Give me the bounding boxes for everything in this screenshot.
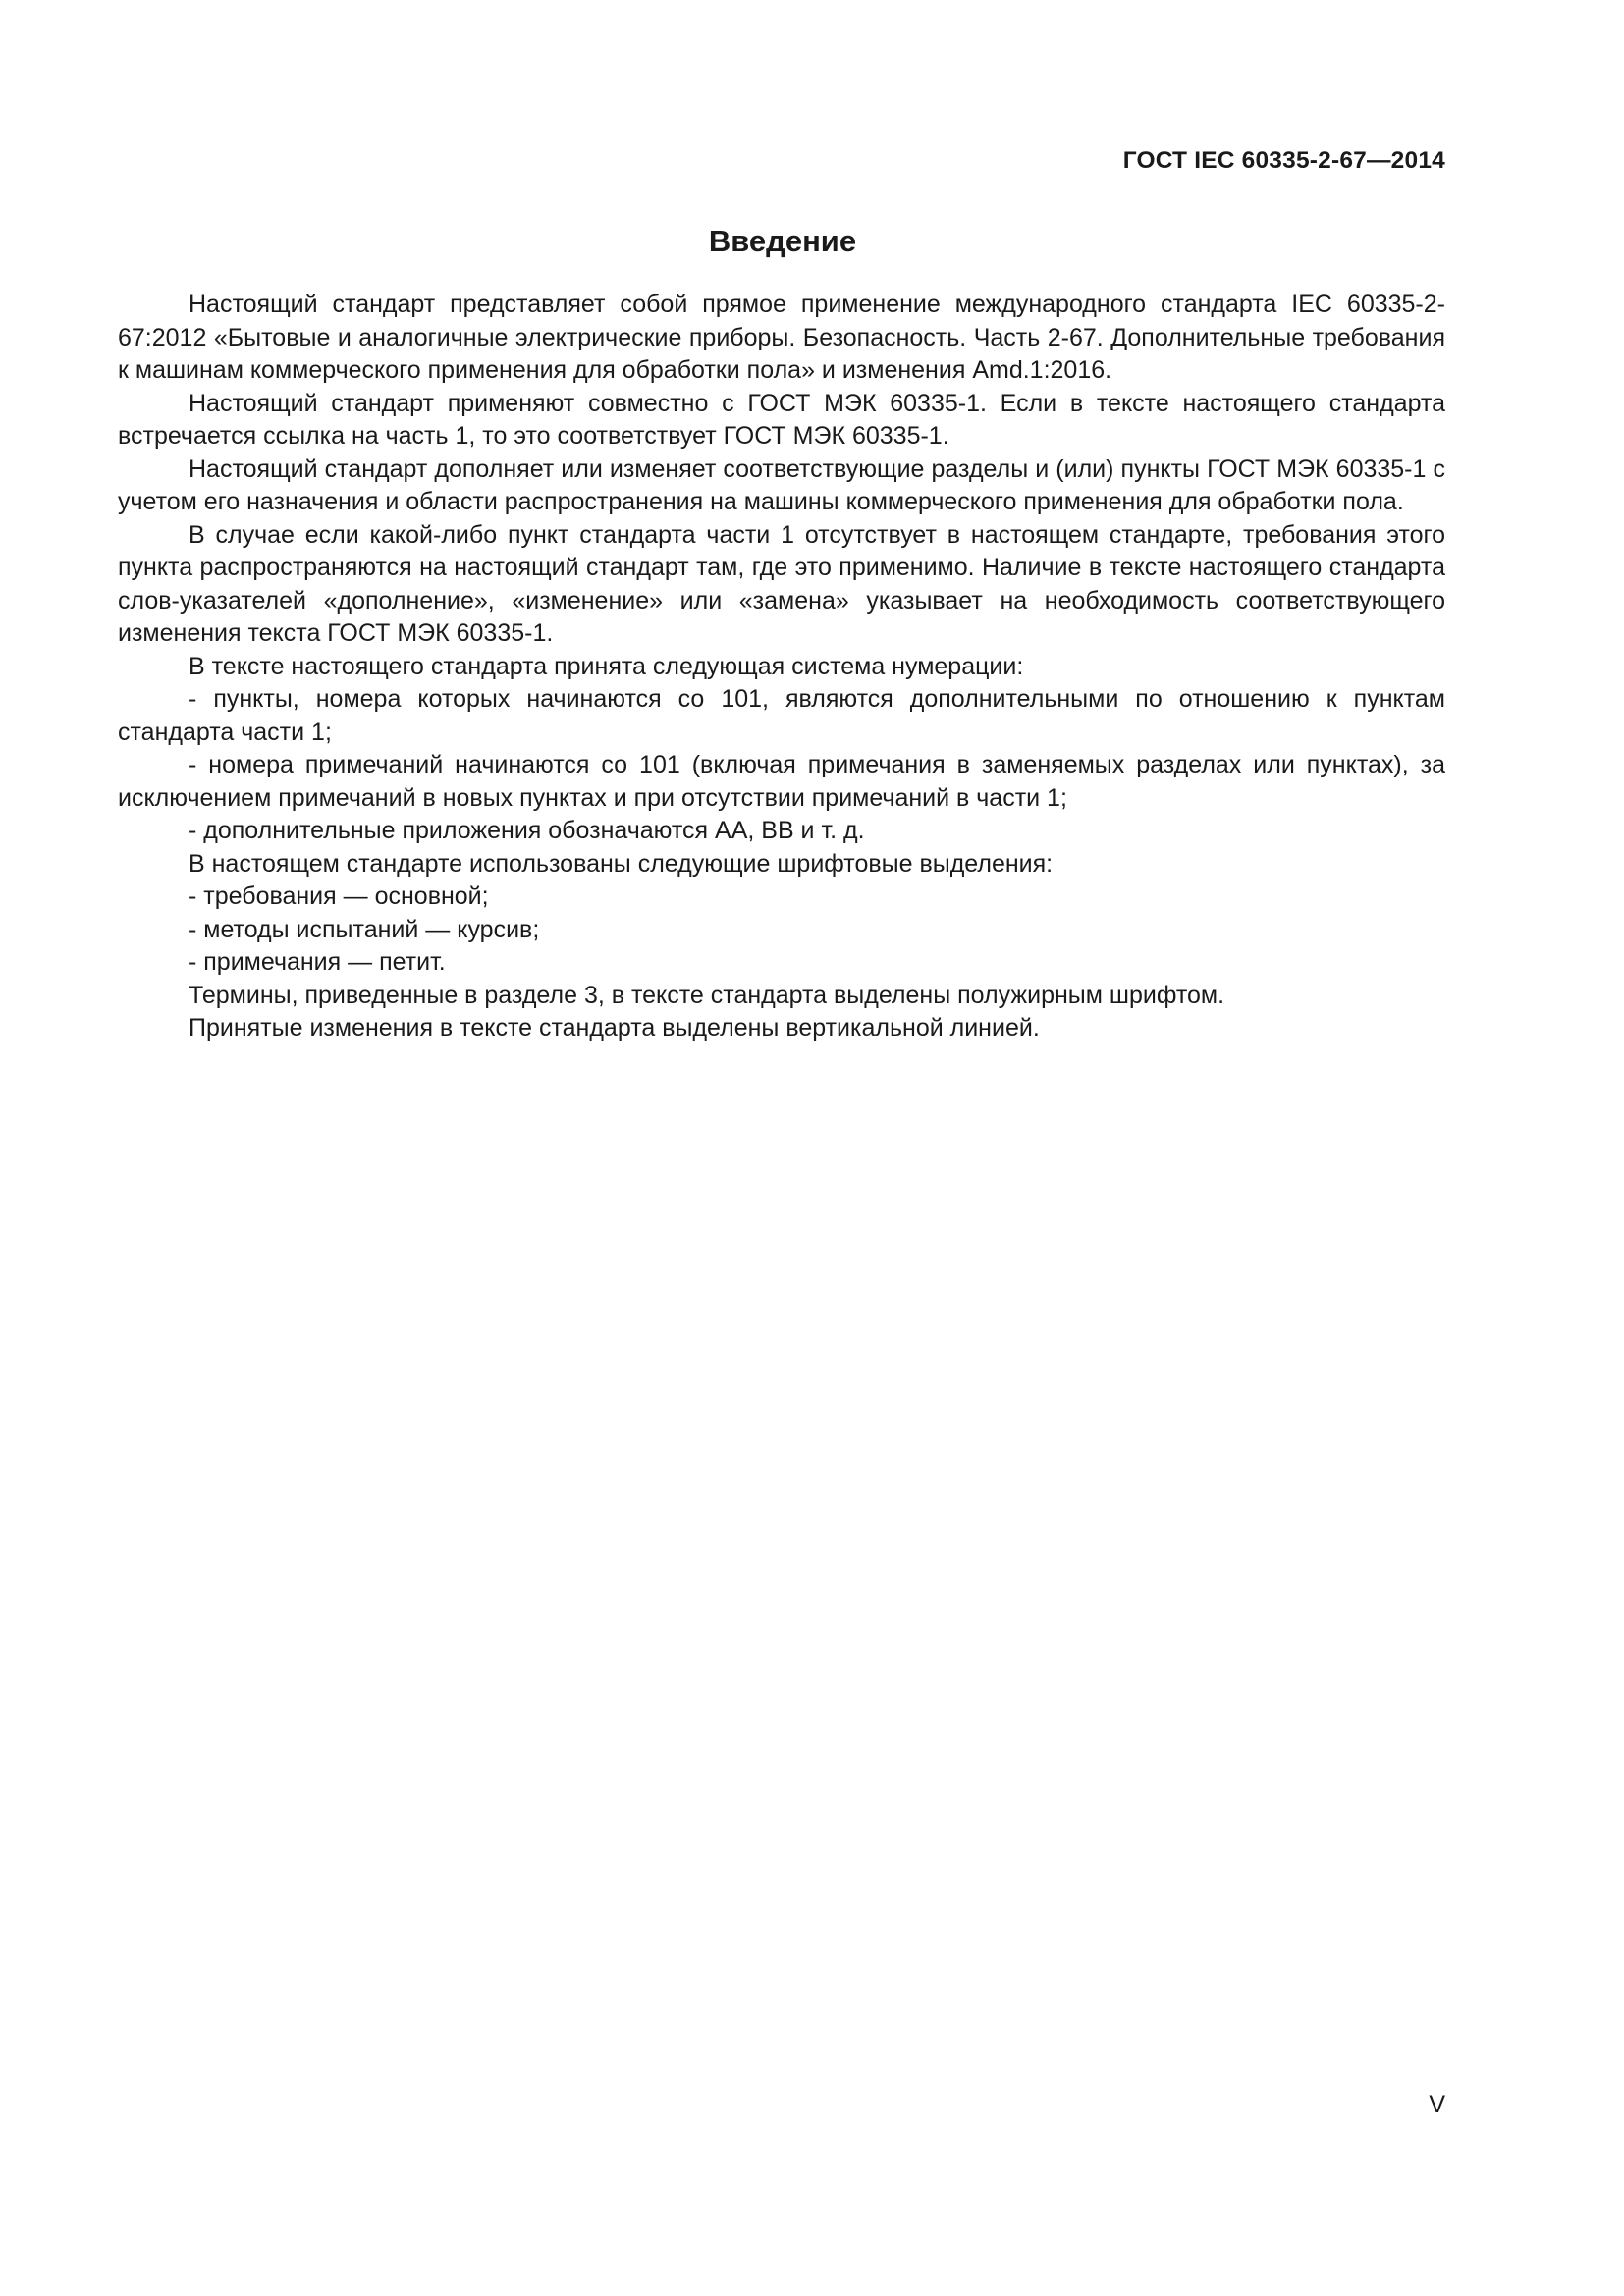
paragraph: Настоящий стандарт дополняет или изменяет соответствующие разделы и (или) пункты ГОСТ МЭК 60335-1 с учетом его назначения и области распространения на машины коммерческого применения для обработки пола. (118, 454, 1445, 515)
paragraph: Настоящий стандарт представляет собой прямое применение международного стандарта IEC 60335-2-67:2012 «Бытовые и аналогичные электрические приборы. Безопасность. Часть 2-67. Дополнительные требования к машинам коммерческого применения для обработки пола» и изменения Amd.1:2016. (118, 291, 1445, 384)
list-item: - дополнительные приложения обозначаются АА, ВВ и т. д. (189, 817, 865, 844)
body-text (118, 289, 1445, 1045)
paragraph: Принятые изменения в тексте стандарта выделены вертикальной линией. (189, 1014, 1040, 1041)
list-item: - требования — основной; (189, 882, 489, 910)
list-item: - примечания — петит. (189, 948, 446, 976)
paragraph: Термины, приведенные в разделе 3, в тексте стандарта выделены полужирным шрифтом. (189, 981, 1225, 1009)
paragraph: Настоящий стандарт применяют совместно с ГОСТ МЭК 60335-1. Если в тексте настоящего стандарта встречается ссылка на часть 1, то это соответствует ГОСТ МЭК 60335-1. (118, 389, 1445, 450)
page-number: V (1429, 2091, 1445, 2118)
list-item: - номера примечаний начинаются со 101 (включая примечания в заменяемых разделах или пунктах), за исключением примечаний в новых пунктах и при отсутствии примечаний в части 1; (118, 751, 1445, 812)
standard-code: ГОСТ IEC 60335-2-67—2014 (1122, 147, 1445, 174)
page-title: Введение (708, 224, 857, 258)
list-item: - пункты, номера которых начинаются со 101, являются дополнительными по отношению к пунктам стандарта части 1; (118, 685, 1445, 746)
list-item: - методы испытаний — курсив; (189, 915, 540, 943)
paragraph: В настоящем стандарте использованы следующие шрифтовые выделения: (189, 849, 1054, 878)
paragraph: В случае если какой-либо пункт стандарта части 1 отсутствует в настоящем стандарте, требования этого пункта распространяются на настоящий стандарт там, где это применимо. Наличие в тексте настоящего стандарта слов-указателей «дополнение», «изменение» или «замена» указывает на необходимость соответствующего изменения текста ГОСТ МЭК 60335-1. (118, 520, 1445, 647)
paragraph: В тексте настоящего стандарта принята следующая система нумерации: (189, 652, 1024, 680)
